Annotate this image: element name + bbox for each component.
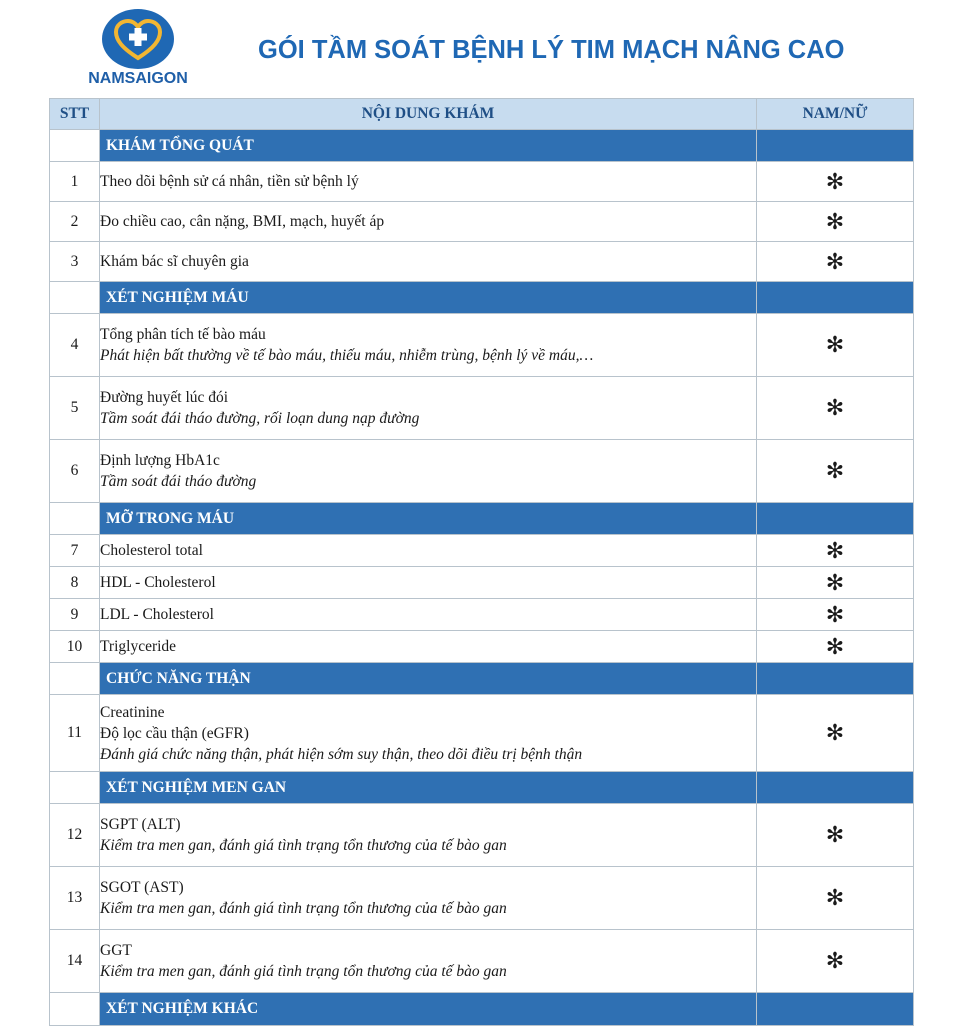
row-content [100, 631, 757, 663]
exam-name: Đường huyết lúc đói [100, 389, 229, 406]
table-body [50, 130, 914, 1026]
section-sex-cell [757, 663, 914, 695]
exam-description: Phát hiện bất thường về tế bào máu, thiếu máu, nhiễm trùng, bệnh lý về máu,… [100, 347, 594, 364]
section-title: CHỨC NĂNG THẬN [100, 663, 757, 695]
row-content [100, 377, 757, 440]
included-mark-icon: ✻ [757, 162, 914, 202]
row-number: 2 [50, 202, 100, 242]
included-mark-icon: ✻ [757, 567, 914, 599]
section-title: KHÁM TỔNG QUÁT [100, 130, 757, 162]
brand-name: NAMSAIGON [88, 70, 188, 87]
included-mark-icon: ✻ [757, 440, 914, 503]
section-title: XÉT NGHIỆM MÁU [100, 282, 757, 314]
heart-cross-logo-icon [98, 8, 178, 70]
header-stt: STT [50, 99, 100, 130]
table-row [50, 930, 914, 993]
row-number: 5 [50, 377, 100, 440]
section-stt-cell [50, 503, 100, 535]
included-mark-icon: ✻ [757, 314, 914, 377]
exam-description: Kiểm tra men gan, đánh giá tình trạng tổn thương của tế bào gan [100, 963, 507, 980]
table-row [50, 535, 914, 567]
exam-name: Định lượng HbA1c [100, 452, 220, 469]
section-row [50, 663, 914, 695]
table-row [50, 377, 914, 440]
exam-name: Creatinine [100, 703, 165, 721]
row-number: 1 [50, 162, 100, 202]
row-number: 3 [50, 242, 100, 282]
page-title: GÓI TẦM SOÁT BỆNH LÝ TIM MẠCH NÂNG CAO [258, 36, 845, 64]
exam-description: Kiểm tra men gan, đánh giá tình trạng tổn thương của tế bào gan [100, 837, 507, 854]
table-row [50, 867, 914, 930]
section-stt-cell [50, 663, 100, 695]
brand-logo [86, 8, 190, 92]
section-title: MỠ TRONG MÁU [100, 503, 757, 535]
section-stt-cell [50, 772, 100, 804]
table-row [50, 695, 914, 772]
section-stt-cell [50, 993, 100, 1026]
row-content [100, 567, 757, 599]
included-mark-icon: ✻ [757, 867, 914, 930]
exam-description: Kiểm tra men gan, đánh giá tình trạng tổn thương của tế bào gan [100, 900, 507, 917]
section-title: XÉT NGHIỆM MEN GAN [100, 772, 757, 804]
section-sex-cell [757, 282, 914, 314]
row-number: 7 [50, 535, 100, 567]
exam-description: Đánh giá chức năng thận, phát hiện sớm suy thận, theo dõi điều trị bệnh thận [100, 745, 583, 763]
section-row [50, 772, 914, 804]
header-sex: NAM/NỮ [757, 99, 914, 130]
exam-name: SGOT (AST) [100, 879, 184, 896]
table-row [50, 162, 914, 202]
row-content [100, 930, 757, 993]
row-content [100, 804, 757, 867]
exam-name: SGPT (ALT) [100, 816, 181, 833]
exam-name: Cholesterol total [100, 542, 203, 559]
row-content [100, 599, 757, 631]
section-row [50, 503, 914, 535]
exam-name: HDL - Cholesterol [100, 574, 216, 591]
included-mark-icon: ✻ [757, 695, 914, 772]
row-content [100, 242, 757, 282]
row-number: 4 [50, 314, 100, 377]
exam-name: Đo chiều cao, cân nặng, BMI, mạch, huyết áp [100, 213, 385, 230]
row-content [100, 162, 757, 202]
included-mark-icon: ✻ [757, 535, 914, 567]
included-mark-icon: ✻ [757, 599, 914, 631]
row-content [100, 202, 757, 242]
exam-description: Tầm soát đái tháo đường [100, 473, 257, 490]
section-row [50, 130, 914, 162]
section-row [50, 282, 914, 314]
table-row [50, 567, 914, 599]
row-number: 11 [50, 695, 100, 772]
row-content [100, 867, 757, 930]
table-row [50, 242, 914, 282]
row-number: 13 [50, 867, 100, 930]
section-sex-cell [757, 772, 914, 804]
exam-name: Triglyceride [100, 638, 177, 655]
row-number: 9 [50, 599, 100, 631]
row-number: 12 [50, 804, 100, 867]
table-row [50, 440, 914, 503]
row-content [100, 440, 757, 503]
table-row [50, 202, 914, 242]
exam-name: Theo dõi bệnh sử cá nhân, tiền sử bệnh lý [100, 173, 359, 190]
row-content [100, 314, 757, 377]
row-number: 6 [50, 440, 100, 503]
included-mark-icon: ✻ [757, 930, 914, 993]
table-row [50, 804, 914, 867]
section-sex-cell [757, 993, 914, 1026]
included-mark-icon: ✻ [757, 377, 914, 440]
row-number: 14 [50, 930, 100, 993]
row-number: 8 [50, 567, 100, 599]
included-mark-icon: ✻ [757, 804, 914, 867]
row-content [100, 695, 757, 772]
exam-name: Khám bác sĩ chuyên gia [100, 253, 249, 270]
section-sex-cell [757, 503, 914, 535]
exam-name: Độ lọc cầu thận (eGFR) [100, 724, 249, 742]
row-content [100, 535, 757, 567]
exam-table [49, 98, 914, 1026]
section-row [50, 993, 914, 1026]
row-number: 10 [50, 631, 100, 663]
section-title: XÉT NGHIỆM KHÁC [100, 993, 757, 1026]
section-sex-cell [757, 130, 914, 162]
header-content: NỘI DUNG KHÁM [100, 99, 757, 130]
table-row [50, 314, 914, 377]
section-stt-cell [50, 130, 100, 162]
included-mark-icon: ✻ [757, 202, 914, 242]
table-row [50, 631, 914, 663]
exam-name: Tổng phân tích tế bào máu [100, 326, 266, 343]
table-row [50, 599, 914, 631]
included-mark-icon: ✻ [757, 242, 914, 282]
section-stt-cell [50, 282, 100, 314]
included-mark-icon: ✻ [757, 631, 914, 663]
exam-name: LDL - Cholesterol [100, 606, 214, 623]
exam-description: Tầm soát đái tháo đường, rối loạn dung nạp đường [100, 410, 420, 427]
table-header [50, 99, 914, 130]
exam-name: GGT [100, 942, 132, 959]
